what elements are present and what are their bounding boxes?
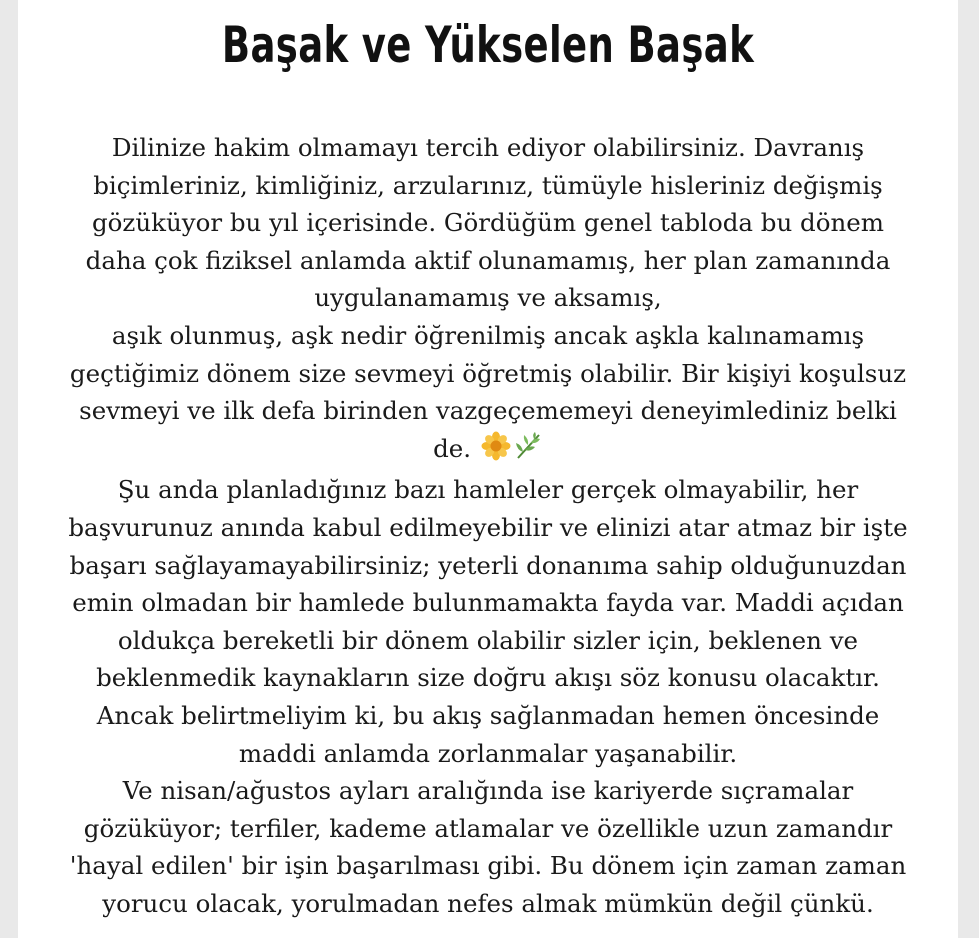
text-line: de.: [433, 433, 472, 463]
text-line: biçimleriniz, kimliğiniz, arzularınız, tümüyle hisleriniz değişmiş: [93, 170, 883, 200]
blossom-icon: [481, 431, 511, 472]
text-line: başarı sağlayamayabilirsiniz; yeterli donanıma sahip olduğunuzdan: [69, 550, 907, 580]
post-body: [14, 129, 962, 922]
text-line: Ancak belirtmeliyim ki, bu akış sağlanmadan hemen öncesinde: [96, 700, 880, 730]
text-line: geçtiğimiz dönem size sevmeyi öğretmiş olabilir. Bir kişiyi koşulsuz: [69, 358, 907, 388]
paragraph-1: [14, 129, 962, 471]
text-line: daha çok fiziksel anlamda aktif olunamamış, her plan zamanında: [85, 245, 891, 275]
herb-icon: [513, 431, 543, 472]
text-line: maddi anlamda zorlanmalar yaşanabilir.: [238, 738, 738, 768]
text-line: başvurunuz anında kabul edilmeyebilir ve elinizi atar atmaz bir işte: [68, 512, 908, 542]
text-line: emin olmadan bir hamlede bulunmamakta fayda var. Maddi açıdan: [72, 588, 904, 618]
text-line: uygulanamamış ve aksamış,: [314, 283, 662, 313]
text-line: Şu anda planladığınız bazı hamleler gerçek olmayabilir, her: [117, 475, 859, 505]
text-line: gözüküyor; terfiler, kademe atlamalar ve özellikle uzun zamandır: [83, 813, 893, 843]
text-line: gözüküyor bu yıl içerisinde. Gördüğüm genel tabloda bu dönem: [92, 208, 884, 238]
text-line: aşık olunmuş, aşk nedir öğrenilmiş ancak aşkla kalınamamış: [111, 320, 865, 350]
text-line: beklenmedik kaynakların size doğru akışı söz konusu olacaktır.: [96, 663, 880, 693]
text-line: oldukça bereketli bir dönem olabilir sizler için, beklenen ve: [117, 625, 859, 655]
post-title: Başak ve Yükselen Başak: [221, 16, 755, 74]
paragraph-3: [14, 772, 962, 922]
text-line: sevmeyi ve ilk defa birinden vazgeçememeyi deneyimlediniz belki: [79, 396, 897, 426]
post-page: [18, 0, 958, 938]
text-line: Dilinize hakim olmamayı tercih ediyor olabilirsiniz. Davranış: [111, 133, 865, 162]
text-line: yorucu olacak, yorulmadan nefes almak mümkün değil çünkü.: [102, 888, 874, 918]
text-line: Ve nisan/ağustos ayları aralığında ise kariyerde sıçramalar: [122, 776, 854, 806]
text-line-with-icons: [14, 430, 962, 472]
text-line: 'hayal edilen' bir işin başarılması gibi. Bu dönem için zaman zaman: [69, 851, 907, 881]
paragraph-2: [14, 471, 962, 772]
